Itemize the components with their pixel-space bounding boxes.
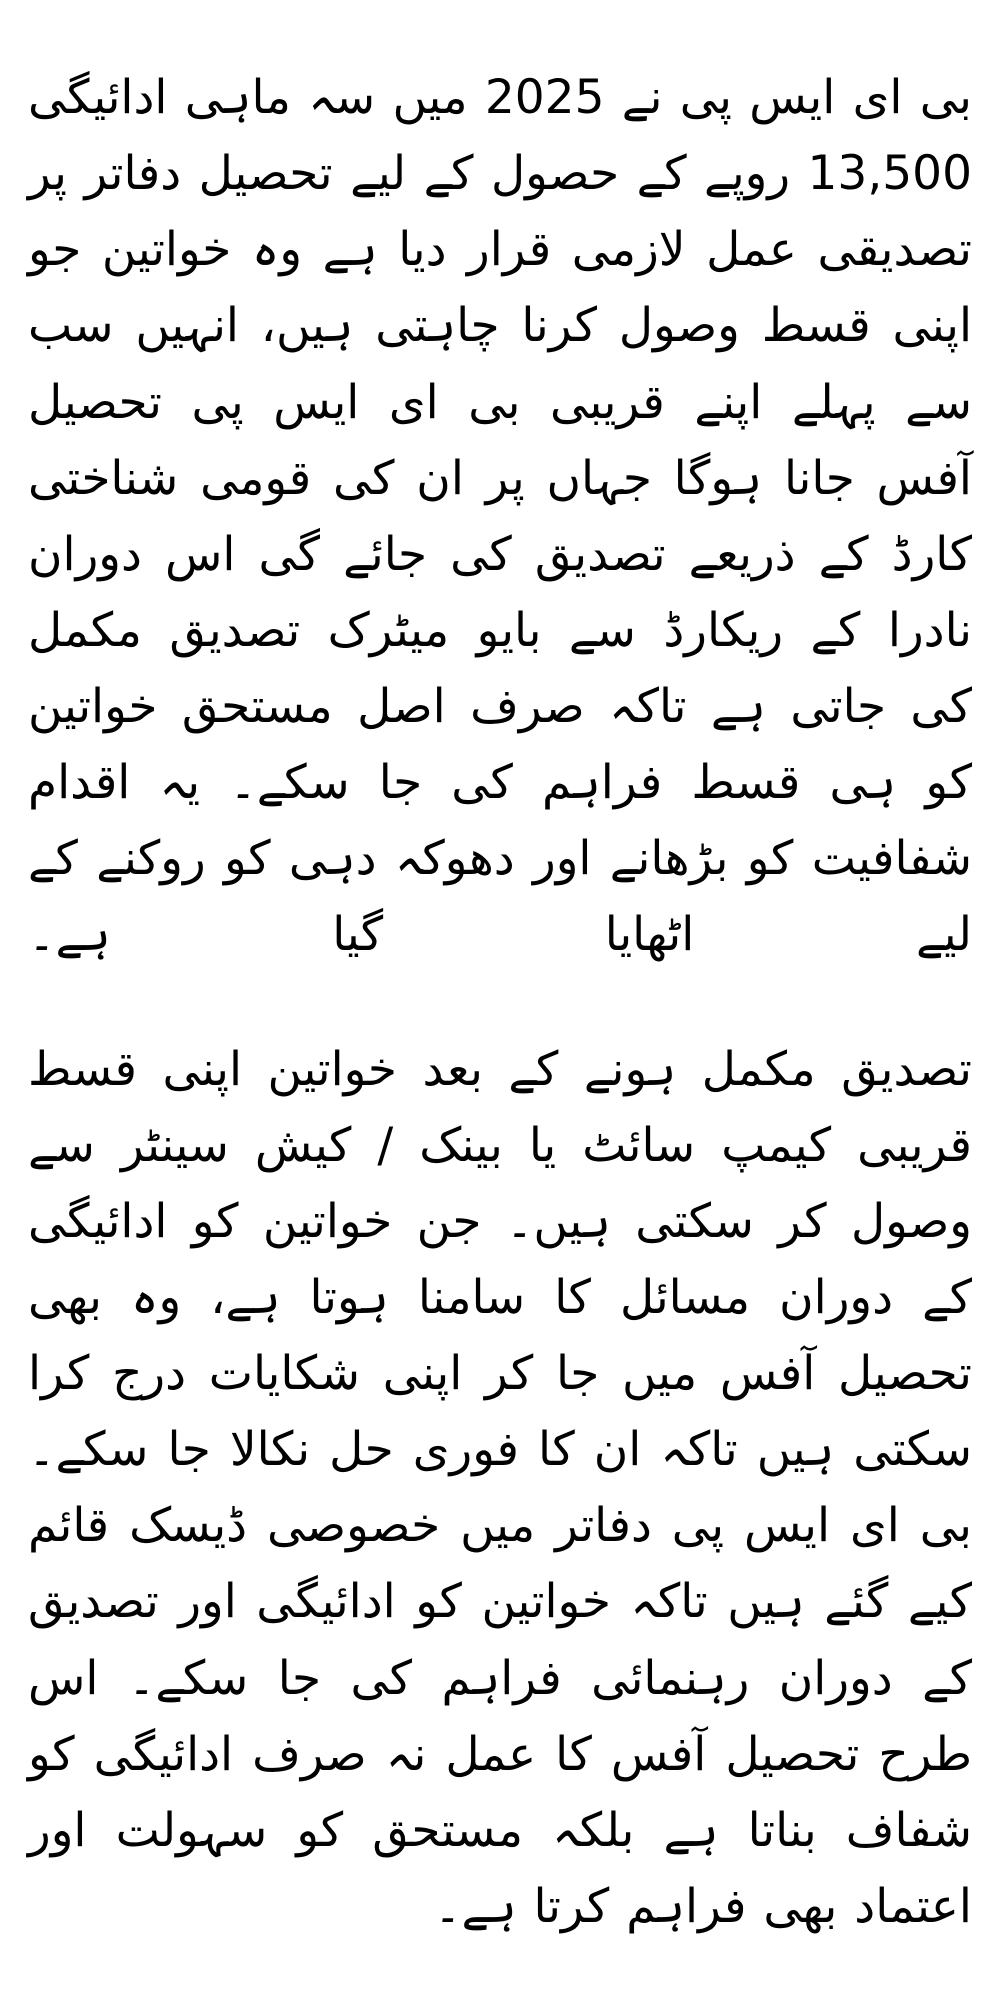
paragraph-2: تصدیق مکمل ہونے کے بعد خواتین اپنی قسط قریبی کیمپ سائٹ یا بینک / کیش سینٹر سے وصول کر سکتی ہیں۔ جن خواتین کو ادائیگی کے دوران مسائل کا سامنا ہوتا ہے، وہ بھی تحصیل آفس میں جا کر اپنی شکایات درج کرا سکتی ہیں تاکہ ان کا فوری حل نکالا جا سکے۔ بی ای ایس پی دفاتر میں خصوصی ڈیسک قائم کیے گئے ہیں تاکہ خواتین کو ادائیگی اور تصدیق کے دوران رہنمائی فراہم کی جا سکے۔ اس طرح تحصیل آفس کا عمل نہ صرف ادائیگی کو شفاف بناتا ہے بلکہ مستحق کو سہولت اور اعتماد بھی فراہم کرتا ہے۔ [28,1041,972,1934]
article-body [28,60,972,1945]
paragraph-1: بی ای ایس پی نے 2025 میں سہ ماہی ادائیگی 13,500 روپے کے حصول کے لیے تحصیل دفاتر پر تصدیقی عمل لازمی قرار دیا ہے وہ خواتین جو اپنی قسط وصول کرنا چاہتی ہیں، انہیں سب سے پہلے اپنے قریبی بی ای ایس پی تحصیل آفس جانا ہوگا جہاں پر ان کی قومی شناختی کارڈ کے ذریعے تصدیق کی جائے گی اس دوران نادرا کے ریکارڈ سے بایو میٹرک تصدیق مکمل کی جاتی ہے تاکہ صرف اصل مستحق خواتین کو ہی قسط فراہم کی جا سکے۔ یہ اقدام شفافیت کو بڑھانے اور دھوکہ دہی کو روکنے کے لیے اٹھایا گیا ہے۔ [28,70,972,963]
